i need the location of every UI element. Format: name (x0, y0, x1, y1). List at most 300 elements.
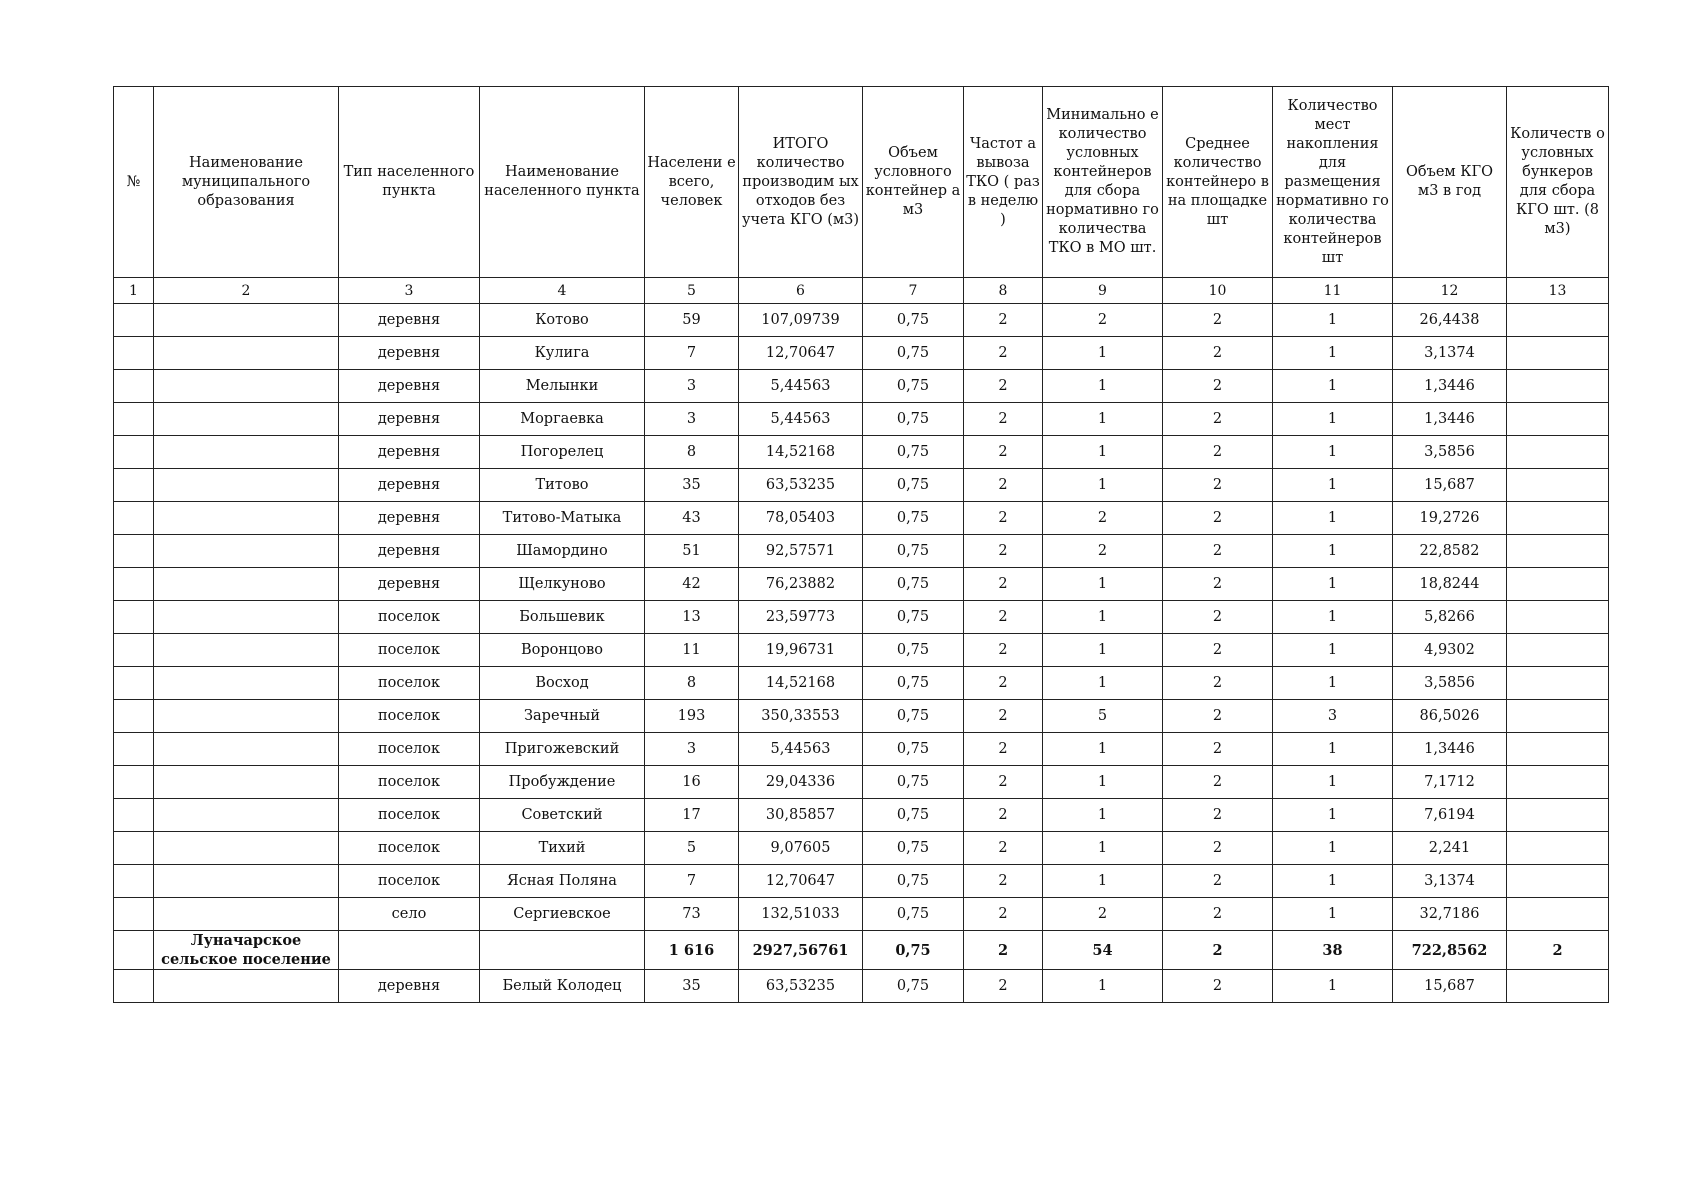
cell-waste-total: 9,07605 (739, 832, 863, 865)
cell-kgo-bunkers (1507, 370, 1609, 403)
header-cell-kgo-volume: Объем КГО м3 в год (1393, 87, 1507, 278)
cell-settlement-type: деревня (339, 304, 480, 337)
cell-settlement-type: поселок (339, 634, 480, 667)
cell-avg-containers: 2 (1163, 898, 1273, 931)
cell-avg-containers: 2 (1163, 832, 1273, 865)
cell-population: 16 (645, 766, 739, 799)
cell-settlement-type: деревня (339, 337, 480, 370)
cell-population: 3 (645, 403, 739, 436)
cell-settlement-type: деревня (339, 502, 480, 535)
cell-kgo-bunkers (1507, 436, 1609, 469)
cell-settlement-type: деревня (339, 370, 480, 403)
cell-container-volume: 0,75 (863, 304, 964, 337)
cell-number (114, 667, 154, 700)
cell-number (114, 469, 154, 502)
table-row (114, 634, 1609, 667)
cell-collection-sites: 1 (1273, 535, 1393, 568)
cell-container-volume: 0,75 (863, 667, 964, 700)
cell-avg-containers: 2 (1163, 304, 1273, 337)
cell-container-volume: 0,75 (863, 865, 964, 898)
cell-number (114, 535, 154, 568)
cell-kgo-bunkers (1507, 799, 1609, 832)
cell-waste-total: 29,04336 (739, 766, 863, 799)
cell-municipality (154, 832, 339, 865)
cell-pickup-frequency: 2 (964, 634, 1043, 667)
cell-settlement-type: деревня (339, 403, 480, 436)
cell-kgo-volume: 2,241 (1393, 832, 1507, 865)
header-cell-number: № (114, 87, 154, 278)
cell-min-containers: 2 (1043, 535, 1163, 568)
cell-pickup-frequency: 2 (964, 865, 1043, 898)
cell-container-volume: 0,75 (863, 568, 964, 601)
cell-waste-total: 132,51033 (739, 898, 863, 931)
cell-population: 3 (645, 370, 739, 403)
cell-municipality (154, 634, 339, 667)
cell-settlement-name: Белый Колодец (480, 970, 645, 1003)
cell-settlement-type (339, 931, 480, 970)
cell-min-containers: 1 (1043, 337, 1163, 370)
column-number-cell: 11 (1273, 278, 1393, 304)
cell-settlement-name: Котово (480, 304, 645, 337)
cell-avg-containers: 2 (1163, 535, 1273, 568)
cell-waste-total: 63,53235 (739, 970, 863, 1003)
cell-collection-sites: 1 (1273, 304, 1393, 337)
cell-number (114, 931, 154, 970)
cell-avg-containers: 2 (1163, 469, 1273, 502)
cell-collection-sites: 1 (1273, 733, 1393, 766)
cell-settlement-name: Погорелец (480, 436, 645, 469)
cell-settlement-name: Заречный (480, 700, 645, 733)
cell-settlement-type: деревня (339, 469, 480, 502)
cell-municipality (154, 535, 339, 568)
cell-min-containers: 1 (1043, 970, 1163, 1003)
cell-settlement-name: Шамордино (480, 535, 645, 568)
cell-population: 35 (645, 970, 739, 1003)
cell-pickup-frequency: 2 (964, 502, 1043, 535)
cell-settlement-name: Советский (480, 799, 645, 832)
cell-municipality (154, 700, 339, 733)
cell-pickup-frequency: 2 (964, 436, 1043, 469)
cell-pickup-frequency: 2 (964, 370, 1043, 403)
cell-settlement-name: Мелынки (480, 370, 645, 403)
cell-avg-containers: 2 (1163, 370, 1273, 403)
cell-container-volume: 0,75 (863, 370, 964, 403)
cell-settlement-name: Кулига (480, 337, 645, 370)
cell-municipality (154, 865, 339, 898)
cell-number (114, 898, 154, 931)
table-row (114, 766, 1609, 799)
cell-kgo-bunkers (1507, 970, 1609, 1003)
cell-municipality (154, 337, 339, 370)
cell-settlement-name: Ясная Поляна (480, 865, 645, 898)
cell-kgo-bunkers (1507, 832, 1609, 865)
header-cell-collection-sites: Количество мест накопления для размещения нормативно го количества контейнеров шт (1273, 87, 1393, 278)
cell-municipality (154, 370, 339, 403)
cell-municipality (154, 766, 339, 799)
table-row (114, 304, 1609, 337)
cell-kgo-volume: 722,8562 (1393, 931, 1507, 970)
cell-collection-sites: 1 (1273, 370, 1393, 403)
cell-waste-total: 350,33553 (739, 700, 863, 733)
cell-min-containers: 1 (1043, 799, 1163, 832)
cell-kgo-bunkers (1507, 502, 1609, 535)
cell-container-volume: 0,75 (863, 898, 964, 931)
table-row (114, 970, 1609, 1003)
cell-number (114, 502, 154, 535)
cell-municipality (154, 601, 339, 634)
cell-avg-containers: 2 (1163, 634, 1273, 667)
total-row (114, 931, 1609, 970)
table-row (114, 535, 1609, 568)
cell-settlement-name: Воронцово (480, 634, 645, 667)
cell-pickup-frequency: 2 (964, 469, 1043, 502)
cell-settlement-name: Сергиевское (480, 898, 645, 931)
cell-number (114, 634, 154, 667)
cell-container-volume: 0,75 (863, 970, 964, 1003)
cell-settlement-name: Тихий (480, 832, 645, 865)
cell-population: 8 (645, 667, 739, 700)
cell-kgo-bunkers (1507, 898, 1609, 931)
cell-population: 11 (645, 634, 739, 667)
cell-container-volume: 0,75 (863, 337, 964, 370)
header-cell-settlement-name: Наименование населенного пункта (480, 87, 645, 278)
column-number-cell: 8 (964, 278, 1043, 304)
cell-number (114, 568, 154, 601)
cell-settlement-name: Пробуждение (480, 766, 645, 799)
cell-number (114, 799, 154, 832)
cell-waste-total: 76,23882 (739, 568, 863, 601)
cell-kgo-bunkers (1507, 634, 1609, 667)
cell-kgo-bunkers (1507, 337, 1609, 370)
header-cell-municipality: Наименование муниципального образования (154, 87, 339, 278)
cell-settlement-type: деревня (339, 568, 480, 601)
cell-number (114, 700, 154, 733)
cell-number (114, 436, 154, 469)
cell-number (114, 337, 154, 370)
cell-kgo-volume: 1,3446 (1393, 733, 1507, 766)
cell-municipality (154, 403, 339, 436)
cell-kgo-bunkers (1507, 865, 1609, 898)
cell-settlement-type: деревня (339, 436, 480, 469)
cell-avg-containers: 2 (1163, 403, 1273, 436)
cell-waste-total: 30,85857 (739, 799, 863, 832)
column-number-cell: 2 (154, 278, 339, 304)
cell-kgo-volume: 4,9302 (1393, 634, 1507, 667)
cell-min-containers: 1 (1043, 568, 1163, 601)
cell-number (114, 766, 154, 799)
waste-data-table (113, 86, 1609, 1003)
cell-pickup-frequency: 2 (964, 766, 1043, 799)
cell-population: 193 (645, 700, 739, 733)
cell-min-containers: 1 (1043, 865, 1163, 898)
header-cell-population: Населени е всего, человек (645, 87, 739, 278)
cell-waste-total: 5,44563 (739, 733, 863, 766)
cell-waste-total: 92,57571 (739, 535, 863, 568)
cell-min-containers: 2 (1043, 898, 1163, 931)
cell-population: 35 (645, 469, 739, 502)
cell-settlement-type: поселок (339, 766, 480, 799)
cell-number (114, 304, 154, 337)
cell-pickup-frequency: 2 (964, 931, 1043, 970)
cell-waste-total: 12,70647 (739, 337, 863, 370)
cell-settlement-type: поселок (339, 832, 480, 865)
cell-container-volume: 0,75 (863, 700, 964, 733)
cell-kgo-volume: 18,8244 (1393, 568, 1507, 601)
table-row (114, 832, 1609, 865)
cell-avg-containers: 2 (1163, 799, 1273, 832)
table-row (114, 700, 1609, 733)
cell-municipality (154, 469, 339, 502)
cell-waste-total: 78,05403 (739, 502, 863, 535)
column-number-cell: 4 (480, 278, 645, 304)
cell-avg-containers: 2 (1163, 766, 1273, 799)
cell-min-containers: 1 (1043, 370, 1163, 403)
cell-population: 5 (645, 832, 739, 865)
cell-population: 42 (645, 568, 739, 601)
cell-municipality (154, 568, 339, 601)
cell-waste-total: 5,44563 (739, 403, 863, 436)
table-row (114, 601, 1609, 634)
header-cell-kgo-bunkers: Количеств о условных бункеров для сбора КГО шт. (8 м3) (1507, 87, 1609, 278)
cell-kgo-volume: 15,687 (1393, 469, 1507, 502)
cell-pickup-frequency: 2 (964, 403, 1043, 436)
cell-kgo-volume: 3,5856 (1393, 667, 1507, 700)
cell-kgo-bunkers (1507, 766, 1609, 799)
cell-waste-total: 19,96731 (739, 634, 863, 667)
cell-collection-sites: 1 (1273, 469, 1393, 502)
cell-settlement-name: Титово-Матыка (480, 502, 645, 535)
cell-collection-sites: 1 (1273, 832, 1393, 865)
cell-kgo-volume: 22,8582 (1393, 535, 1507, 568)
header-cell-min-containers: Минимально е количество условных контейнеров для сбора нормативно го количества ТКО в МО шт. (1043, 87, 1163, 278)
cell-waste-total: 14,52168 (739, 667, 863, 700)
cell-collection-sites: 1 (1273, 502, 1393, 535)
cell-kgo-volume: 1,3446 (1393, 370, 1507, 403)
cell-collection-sites: 1 (1273, 766, 1393, 799)
cell-kgo-bunkers (1507, 403, 1609, 436)
cell-min-containers: 2 (1043, 502, 1163, 535)
table-row (114, 436, 1609, 469)
column-number-cell: 12 (1393, 278, 1507, 304)
cell-collection-sites: 1 (1273, 436, 1393, 469)
cell-settlement-type: поселок (339, 733, 480, 766)
cell-waste-total: 63,53235 (739, 469, 863, 502)
header-cell-avg-containers: Среднее количество контейнеро в на площадке шт (1163, 87, 1273, 278)
cell-settlement-name: Большевик (480, 601, 645, 634)
header-row (114, 87, 1609, 278)
cell-avg-containers: 2 (1163, 568, 1273, 601)
cell-population: 3 (645, 733, 739, 766)
cell-settlement-type: деревня (339, 535, 480, 568)
column-number-cell: 6 (739, 278, 863, 304)
cell-min-containers: 1 (1043, 832, 1163, 865)
cell-settlement-type: поселок (339, 799, 480, 832)
cell-min-containers: 1 (1043, 469, 1163, 502)
cell-settlement-name (480, 931, 645, 970)
column-number-cell: 9 (1043, 278, 1163, 304)
cell-container-volume: 0,75 (863, 799, 964, 832)
cell-collection-sites: 1 (1273, 970, 1393, 1003)
table-body (114, 87, 1609, 1003)
cell-number (114, 832, 154, 865)
cell-pickup-frequency: 2 (964, 799, 1043, 832)
cell-kgo-volume: 32,7186 (1393, 898, 1507, 931)
cell-container-volume: 0,75 (863, 832, 964, 865)
cell-number (114, 403, 154, 436)
cell-container-volume: 0,75 (863, 469, 964, 502)
table-row (114, 898, 1609, 931)
cell-avg-containers: 2 (1163, 970, 1273, 1003)
cell-municipality (154, 898, 339, 931)
cell-population: 17 (645, 799, 739, 832)
cell-pickup-frequency: 2 (964, 304, 1043, 337)
cell-pickup-frequency: 2 (964, 700, 1043, 733)
cell-population: 59 (645, 304, 739, 337)
column-number-row (114, 278, 1609, 304)
cell-avg-containers: 2 (1163, 502, 1273, 535)
column-number-cell: 1 (114, 278, 154, 304)
table-row (114, 502, 1609, 535)
cell-settlement-type: деревня (339, 970, 480, 1003)
cell-municipality (154, 733, 339, 766)
cell-kgo-volume: 15,687 (1393, 970, 1507, 1003)
cell-kgo-bunkers (1507, 304, 1609, 337)
cell-collection-sites: 1 (1273, 601, 1393, 634)
cell-municipality (154, 436, 339, 469)
cell-municipality (154, 970, 339, 1003)
cell-kgo-bunkers: 2 (1507, 931, 1609, 970)
cell-pickup-frequency: 2 (964, 970, 1043, 1003)
cell-settlement-name: Моргаевка (480, 403, 645, 436)
cell-container-volume: 0,75 (863, 403, 964, 436)
cell-waste-total: 23,59773 (739, 601, 863, 634)
cell-kgo-bunkers (1507, 601, 1609, 634)
column-number-cell: 3 (339, 278, 480, 304)
header-cell-waste-total: ИТОГО количество производим ых отходов без учета КГО (м3) (739, 87, 863, 278)
cell-pickup-frequency: 2 (964, 337, 1043, 370)
table-row (114, 403, 1609, 436)
cell-collection-sites: 1 (1273, 898, 1393, 931)
cell-container-volume: 0,75 (863, 436, 964, 469)
cell-avg-containers: 2 (1163, 865, 1273, 898)
cell-min-containers: 2 (1043, 304, 1163, 337)
cell-min-containers: 1 (1043, 766, 1163, 799)
cell-waste-total: 107,09739 (739, 304, 863, 337)
cell-collection-sites: 1 (1273, 403, 1393, 436)
cell-population: 7 (645, 337, 739, 370)
cell-waste-total: 2927,56761 (739, 931, 863, 970)
cell-number (114, 601, 154, 634)
cell-number (114, 733, 154, 766)
cell-number (114, 865, 154, 898)
cell-municipality (154, 304, 339, 337)
cell-min-containers: 1 (1043, 601, 1163, 634)
cell-settlement-type: село (339, 898, 480, 931)
cell-settlement-name: Титово (480, 469, 645, 502)
cell-waste-total: 12,70647 (739, 865, 863, 898)
cell-container-volume: 0,75 (863, 733, 964, 766)
cell-container-volume: 0,75 (863, 601, 964, 634)
cell-kgo-volume: 3,1374 (1393, 337, 1507, 370)
cell-min-containers: 1 (1043, 436, 1163, 469)
cell-kgo-bunkers (1507, 469, 1609, 502)
cell-settlement-name: Щелкуново (480, 568, 645, 601)
cell-pickup-frequency: 2 (964, 568, 1043, 601)
table-row (114, 733, 1609, 766)
cell-avg-containers: 2 (1163, 601, 1273, 634)
cell-collection-sites: 1 (1273, 568, 1393, 601)
column-number-cell: 7 (863, 278, 964, 304)
cell-waste-total: 14,52168 (739, 436, 863, 469)
cell-kgo-volume: 3,5856 (1393, 436, 1507, 469)
cell-min-containers: 1 (1043, 634, 1163, 667)
cell-kgo-bunkers (1507, 568, 1609, 601)
cell-container-volume: 0,75 (863, 634, 964, 667)
cell-waste-total: 5,44563 (739, 370, 863, 403)
cell-settlement-type: поселок (339, 700, 480, 733)
cell-avg-containers: 2 (1163, 436, 1273, 469)
cell-kgo-volume: 19,2726 (1393, 502, 1507, 535)
cell-population: 1 616 (645, 931, 739, 970)
cell-min-containers: 54 (1043, 931, 1163, 970)
cell-kgo-volume: 7,6194 (1393, 799, 1507, 832)
cell-population: 51 (645, 535, 739, 568)
cell-avg-containers: 2 (1163, 733, 1273, 766)
cell-collection-sites: 1 (1273, 667, 1393, 700)
cell-collection-sites: 1 (1273, 865, 1393, 898)
cell-settlement-type: поселок (339, 865, 480, 898)
cell-container-volume: 0,75 (863, 502, 964, 535)
cell-kgo-bunkers (1507, 535, 1609, 568)
cell-municipality: Луначарское сельское поселение (154, 931, 339, 970)
header-cell-container-volume: Объем условного контейнер а м3 (863, 87, 964, 278)
cell-pickup-frequency: 2 (964, 733, 1043, 766)
header-cell-settlement-type: Тип населенного пункта (339, 87, 480, 278)
table-row (114, 667, 1609, 700)
cell-collection-sites: 3 (1273, 700, 1393, 733)
column-number-cell: 13 (1507, 278, 1609, 304)
cell-min-containers: 1 (1043, 667, 1163, 700)
header-cell-pickup-frequency: Частот а вывоза ТКО ( раз в неделю ) (964, 87, 1043, 278)
cell-number (114, 970, 154, 1003)
cell-pickup-frequency: 2 (964, 601, 1043, 634)
cell-settlement-type: поселок (339, 667, 480, 700)
cell-settlement-name: Пригожевский (480, 733, 645, 766)
cell-avg-containers: 2 (1163, 667, 1273, 700)
table-row (114, 865, 1609, 898)
cell-avg-containers: 2 (1163, 337, 1273, 370)
column-number-cell: 10 (1163, 278, 1273, 304)
cell-container-volume: 0,75 (863, 766, 964, 799)
cell-kgo-volume: 26,4438 (1393, 304, 1507, 337)
cell-collection-sites: 1 (1273, 337, 1393, 370)
table-row (114, 469, 1609, 502)
column-number-cell: 5 (645, 278, 739, 304)
cell-kgo-volume: 1,3446 (1393, 403, 1507, 436)
cell-pickup-frequency: 2 (964, 535, 1043, 568)
cell-municipality (154, 502, 339, 535)
table-row (114, 337, 1609, 370)
cell-kgo-volume: 5,8266 (1393, 601, 1507, 634)
cell-settlement-name: Восход (480, 667, 645, 700)
cell-population: 43 (645, 502, 739, 535)
cell-population: 13 (645, 601, 739, 634)
cell-avg-containers: 2 (1163, 700, 1273, 733)
cell-avg-containers: 2 (1163, 931, 1273, 970)
cell-municipality (154, 667, 339, 700)
cell-population: 8 (645, 436, 739, 469)
cell-kgo-bunkers (1507, 667, 1609, 700)
